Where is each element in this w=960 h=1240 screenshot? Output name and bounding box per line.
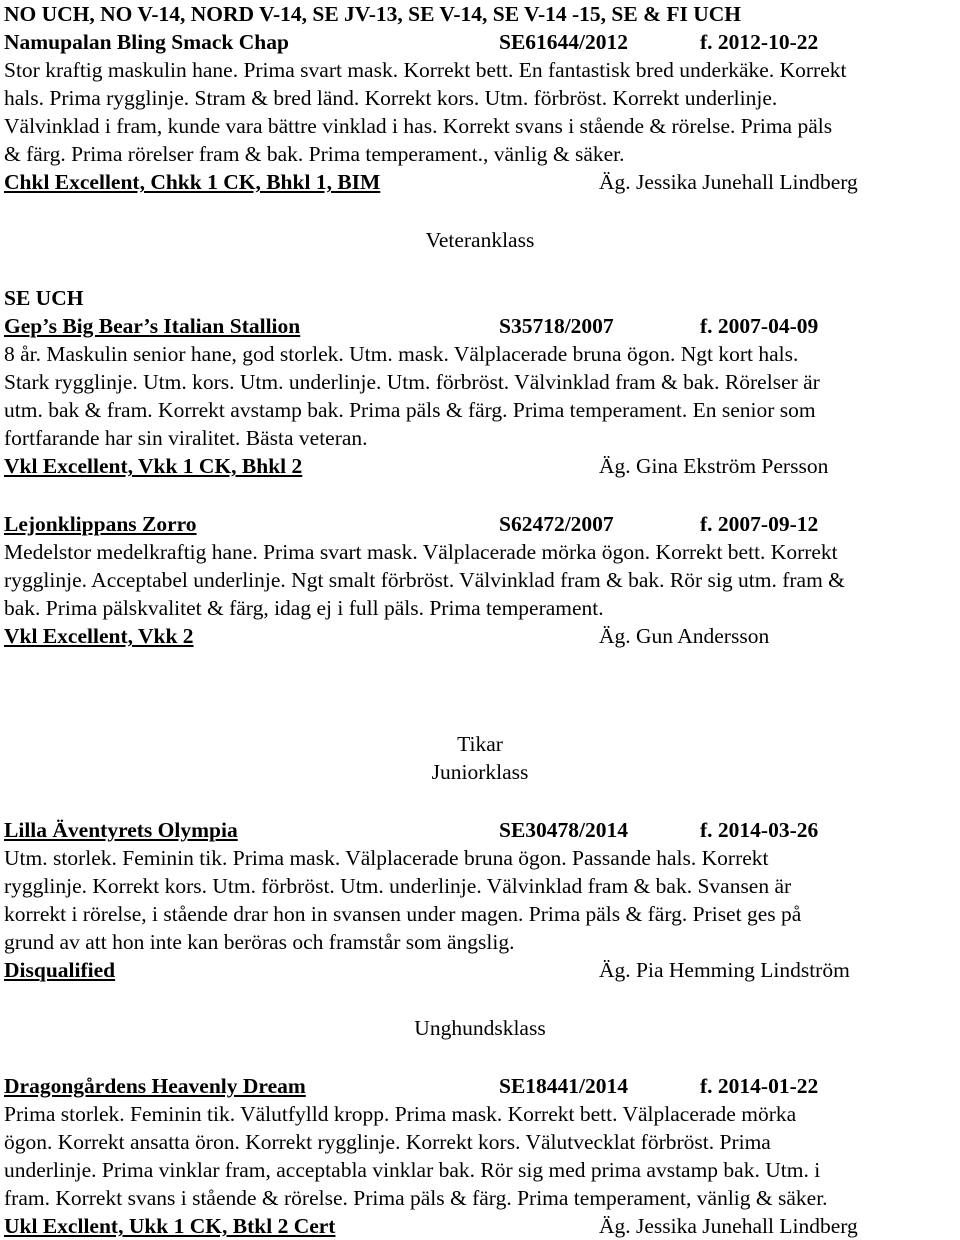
dog-header-row: [4, 1072, 956, 1100]
dog-titles: SE UCH: [4, 286, 84, 310]
critique-line: Medelstor medelkraftig hane. Prima svart mask. Välplacerade mörka ögon. Korrekt bett. Korrekt: [4, 540, 838, 564]
result-row: [4, 168, 956, 196]
critique-line: & färg. Prima rörelser fram & bak. Prima temperament., vänlig & säker.: [4, 142, 625, 166]
critique-document: [4, 0, 956, 1240]
owner-text: Äg. Gina Ekström Persson: [599, 454, 829, 478]
dog-titles: NO UCH, NO V-14, NORD V-14, SE JV-13, SE V-14, SE V-14 -15, SE & FI UCH: [4, 2, 742, 26]
result-row: [4, 1212, 956, 1240]
critique-line: Stark rygglinje. Utm. kors. Utm. underlinje. Utm. förbröst. Välvinklad fram & bak. Rörelser är: [4, 370, 820, 394]
dog-header-row: [4, 816, 956, 844]
dog-birthdate: f. 2007-09-12: [700, 512, 819, 536]
critique-line: rygglinje. Acceptabel underlinje. Ngt smalt förbröst. Välvinklad fram & bak. Rör sig utm. fram &: [4, 568, 845, 592]
owner-text: Äg. Jessika Junehall Lindberg: [599, 170, 858, 194]
result-text: Vkl Excellent, Vkk 2: [4, 624, 194, 648]
result-text: Chkl Excellent, Chkk 1 CK, Bhkl 1, BIM: [4, 170, 381, 194]
dog-registration: S62472/2007: [499, 512, 614, 536]
dog-registration: SE30478/2014: [499, 818, 629, 842]
critique-line: bak. Prima pälskvalitet & färg, idag ej i full päls. Prima temperament.: [4, 596, 604, 620]
critique-line: fram. Korrekt svans i stående & rörelse. Prima päls & färg. Prima temperament, vänlig & säker.: [4, 1186, 828, 1210]
result-text: Vkl Excellent, Vkk 1 CK, Bhkl 2: [4, 454, 303, 478]
critique-line: korrekt i rörelse, i stående drar hon in svansen under magen. Prima päls & färg. Priset ges på: [4, 902, 802, 926]
owner-text: Äg. Gun Andersson: [599, 624, 770, 648]
critique-line: rygglinje. Korrekt kors. Utm. förbröst. Utm. underlinje. Välvinklad fram & bak. Svansen är: [4, 874, 792, 898]
critique-line: grund av att hon inte kan beröras och framstår som ängslig.: [4, 930, 515, 954]
result-row: [4, 622, 956, 650]
critique-line: utm. bak & fram. Korrekt avstamp bak. Prima päls & färg. Prima temperament. En senior som: [4, 398, 816, 422]
critique-line: fortfarande har sin viralitet. Bästa veteran.: [4, 426, 368, 450]
dog-name: Dragongårdens Heavenly Dream: [4, 1074, 306, 1098]
dog-name: Namupalan Bling Smack Chap: [4, 30, 289, 54]
dog-birthdate: f. 2014-01-22: [700, 1074, 819, 1098]
critique-line: ögon. Korrekt ansatta öron. Korrekt rygglinje. Korrekt kors. Välutvecklat förbröst. Prima: [4, 1130, 771, 1154]
dog-name: Gep’s Big Bear’s Italian Stallion: [4, 314, 301, 338]
dog-header-row: [4, 312, 956, 340]
dog-name: Lejonklippans Zorro: [4, 512, 197, 536]
dog-birthdate: f. 2012-10-22: [700, 30, 819, 54]
owner-text: Äg. Jessika Junehall Lindberg: [599, 1214, 858, 1238]
dog-header-row: [4, 510, 956, 538]
section-heading-youth: Unghundsklass: [414, 1016, 546, 1040]
section-subheading-junior: Juniorklass: [431, 760, 529, 784]
section-heading-veteran: Veteranklass: [425, 228, 535, 252]
section-heading-bitches: Tikar: [457, 732, 503, 756]
dog-birthdate: f. 2007-04-09: [700, 314, 819, 338]
critique-line: Utm. storlek. Feminin tik. Prima mask. Välplacerade bruna ögon. Passande hals. Korrekt: [4, 846, 769, 870]
result-text: Disqualified: [4, 958, 116, 982]
dog-registration: SE61644/2012: [499, 30, 629, 54]
result-row: [4, 956, 956, 984]
critique-line: Stor kraftig maskulin hane. Prima svart mask. Korrekt bett. En fantastisk bred underkäke. Korrekt: [4, 58, 847, 82]
critique-line: Välvinklad i fram, kunde vara bättre vinklad i has. Korrekt svans i stående & rörelse. Prima päls: [4, 114, 833, 138]
result-text: Ukl Excllent, Ukk 1 CK, Btkl 2 Cert: [4, 1214, 336, 1238]
dog-registration: SE18441/2014: [499, 1074, 629, 1098]
dog-registration: S35718/2007: [499, 314, 614, 338]
critique-line: Prima storlek. Feminin tik. Välutfylld kropp. Prima mask. Korrekt bett. Välplacerade mörka: [4, 1102, 797, 1126]
result-row: [4, 452, 956, 480]
dog-name: Lilla Äventyrets Olympia: [4, 818, 238, 842]
critique-line: hals. Prima rygglinje. Stram & bred länd. Korrekt kors. Utm. förbröst. Korrekt underlinje.: [4, 86, 778, 110]
dog-birthdate: f. 2014-03-26: [700, 818, 819, 842]
critique-line: 8 år. Maskulin senior hane, god storlek. Utm. mask. Välplacerade bruna ögon. Ngt kort hals.: [4, 342, 799, 366]
owner-text: Äg. Pia Hemming Lindström: [599, 958, 850, 982]
critique-line: underlinje. Prima vinklar fram, acceptabla vinklar bak. Rör sig med prima avstamp bak. Utm. i: [4, 1158, 821, 1182]
dog-header-row: [4, 28, 956, 56]
